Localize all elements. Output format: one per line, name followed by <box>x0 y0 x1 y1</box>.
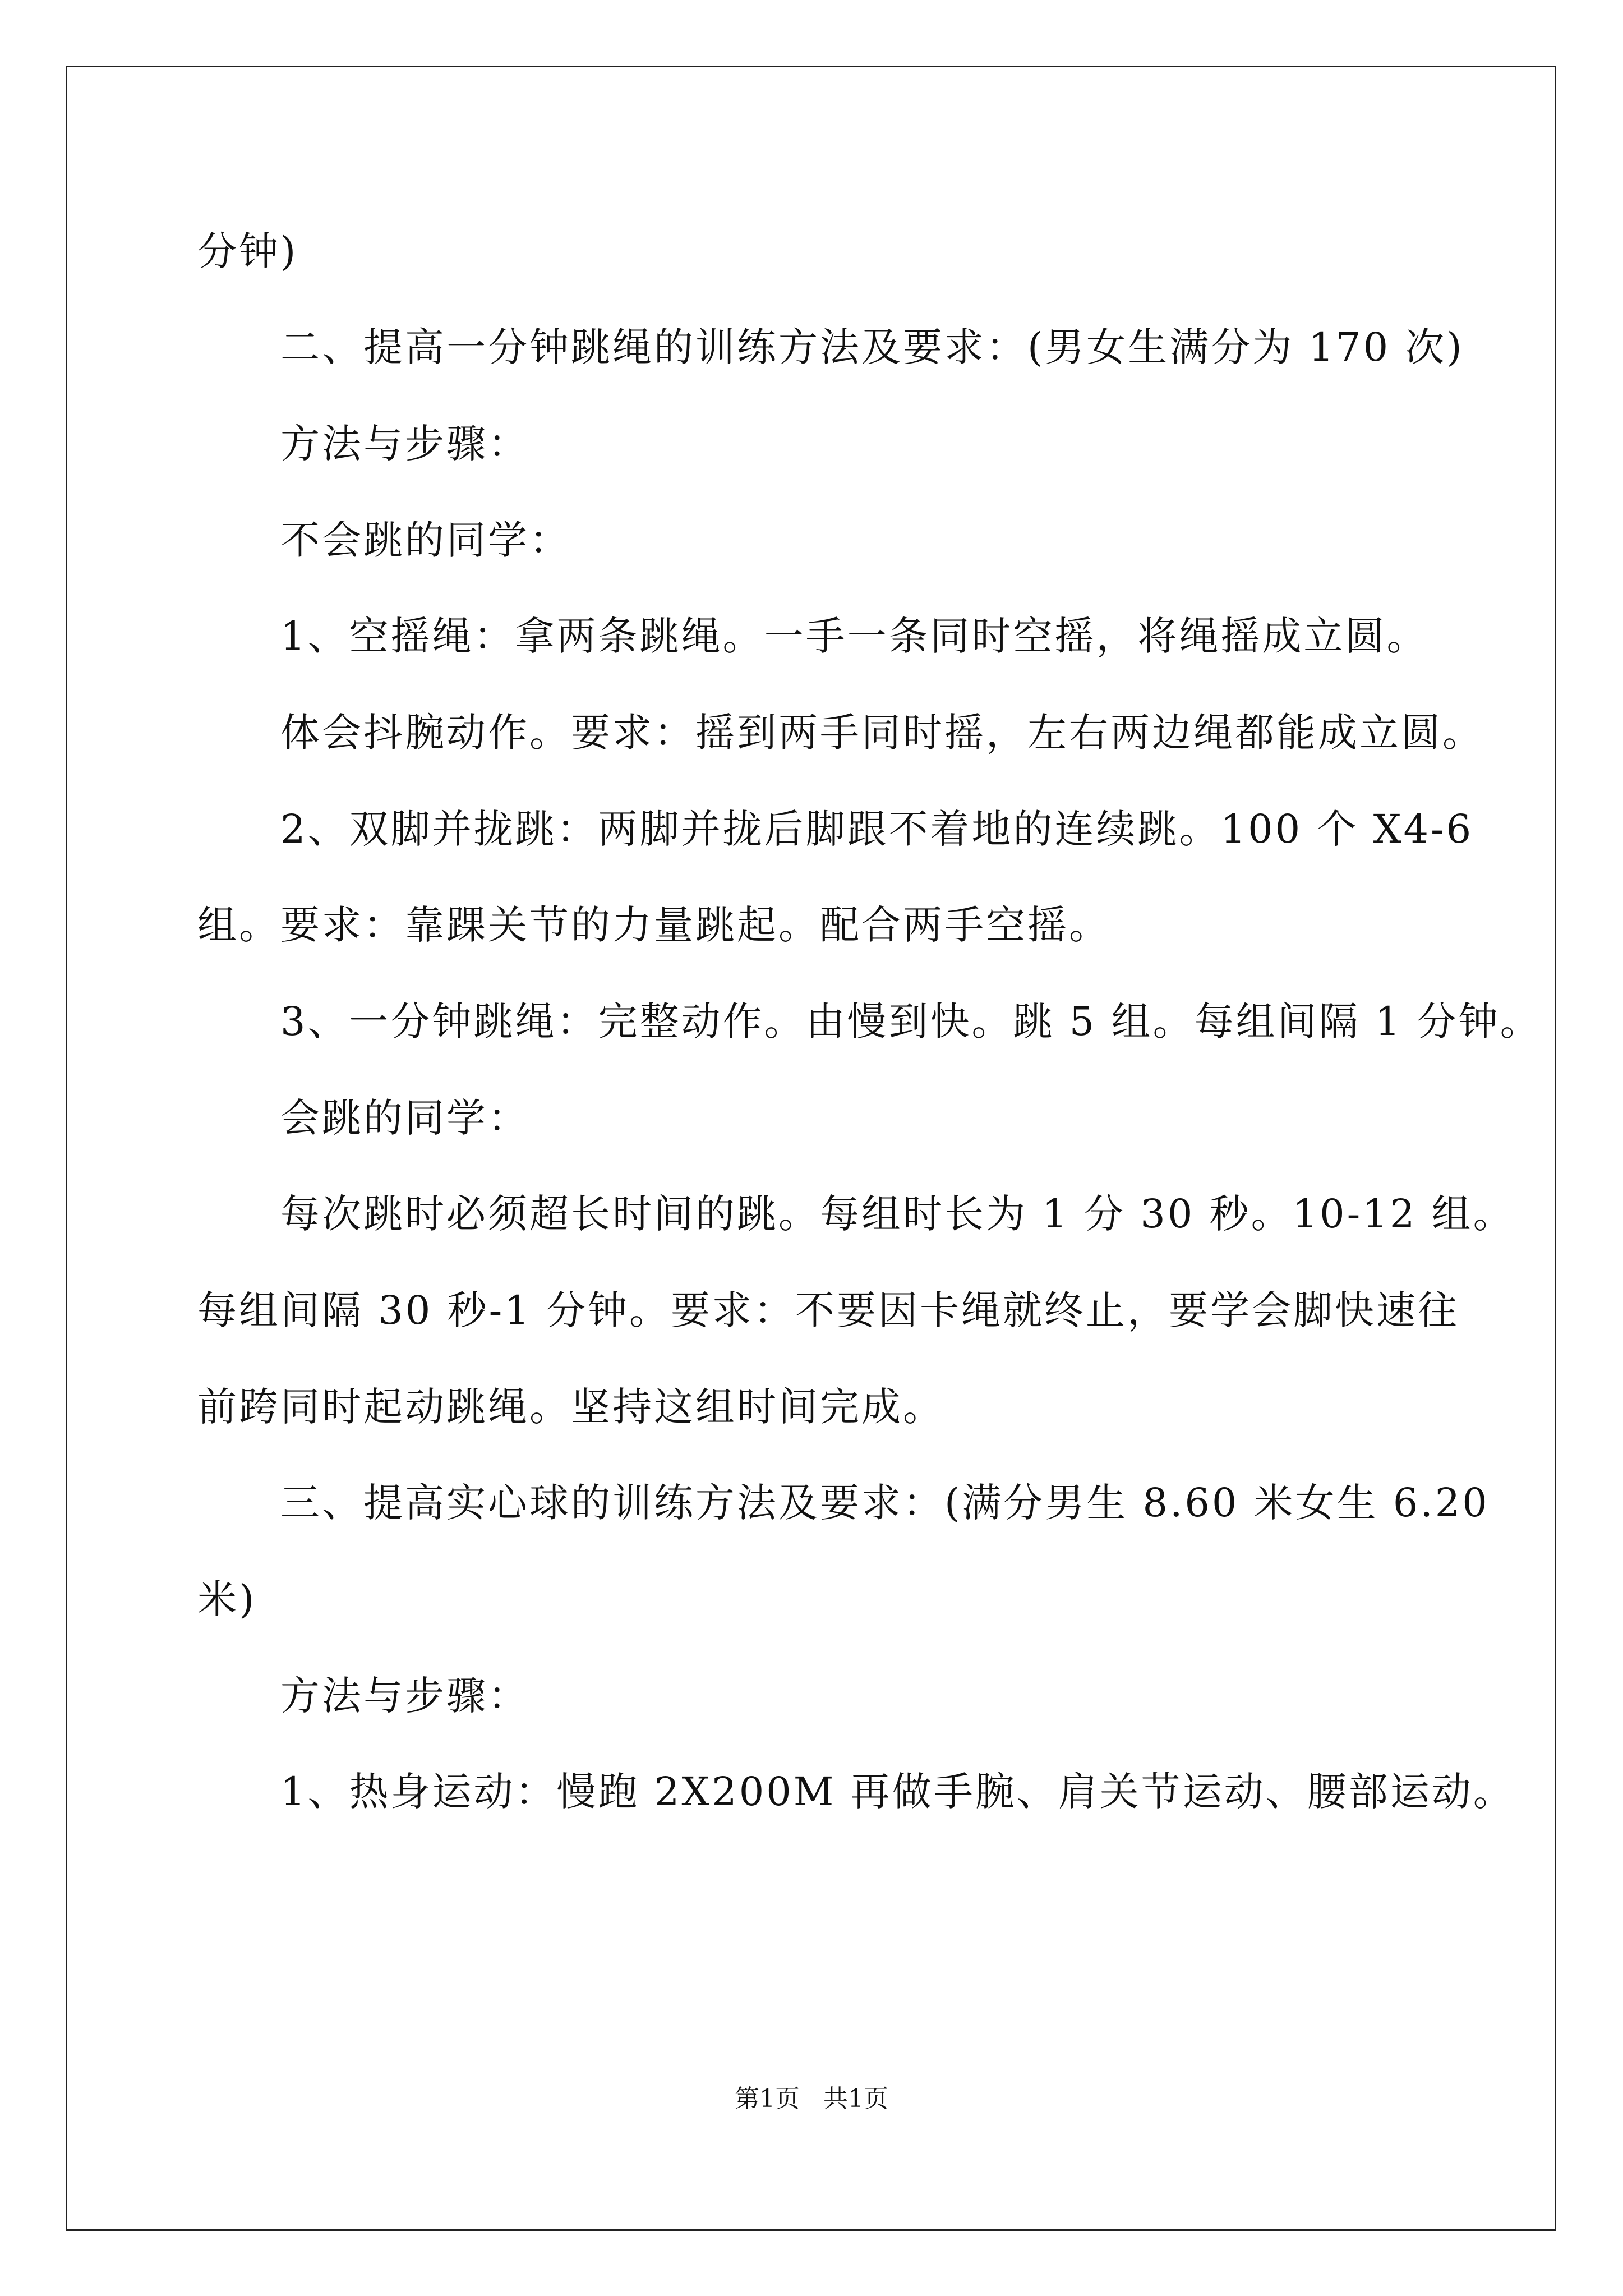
text-line: 1、热身运动：慢跑 2X200M 再做手腕、肩关节运动、腰部运动。 <box>280 1769 1515 1815</box>
text-line: 1、空摇绳：拿两条跳绳。一手一条同时空摇，将绳摇成立圆。 <box>280 613 1428 659</box>
text-line: 米) <box>197 1576 257 1622</box>
section-heading: 二、提高一分钟跳绳的训练方法及要求：(男女生满分为 170 次) <box>280 324 1464 370</box>
section-heading: 三、提高实心球的训练方法及要求：(满分男生 8.60 米女生 6.20 <box>280 1480 1490 1526</box>
text-line: 每次跳时必须超长时间的跳。每组时长为 1 分 30 秒。10-12 组。 <box>280 1191 1515 1237</box>
text-line: 会跳的同学： <box>280 1095 529 1141</box>
page-number-footer: 第1页 共1页 <box>735 2085 888 2113</box>
page-border <box>66 66 1556 2231</box>
text-line: 组。要求：靠踝关节的力量跳起。配合两手空摇。 <box>197 902 1110 948</box>
text-line: 前跨同时起动跳绳。坚持这组时间完成。 <box>197 1384 944 1430</box>
text-line: 2、双脚并拢跳：两脚并拢后脚跟不着地的连续跳。100 个 X4-6 <box>280 806 1474 852</box>
text-line: 3、一分钟跳绳：完整动作。由慢到快。跳 5 组。每组间隔 1 分钟。 <box>280 999 1542 1045</box>
text-line: 方法与步骤： <box>280 1673 529 1719</box>
text-line: 方法与步骤： <box>280 421 529 467</box>
text-line: 每组间隔 30 秒-1 分钟。要求：不要因卡绳就终止，要学会脚快速往 <box>197 1287 1460 1333</box>
text-line: 不会跳的同学： <box>280 517 571 563</box>
text-line: 体会抖腕动作。要求：摇到两手同时摇，左右两边绳都能成立圆。 <box>280 710 1484 756</box>
text-line: 分钟) <box>197 228 298 274</box>
